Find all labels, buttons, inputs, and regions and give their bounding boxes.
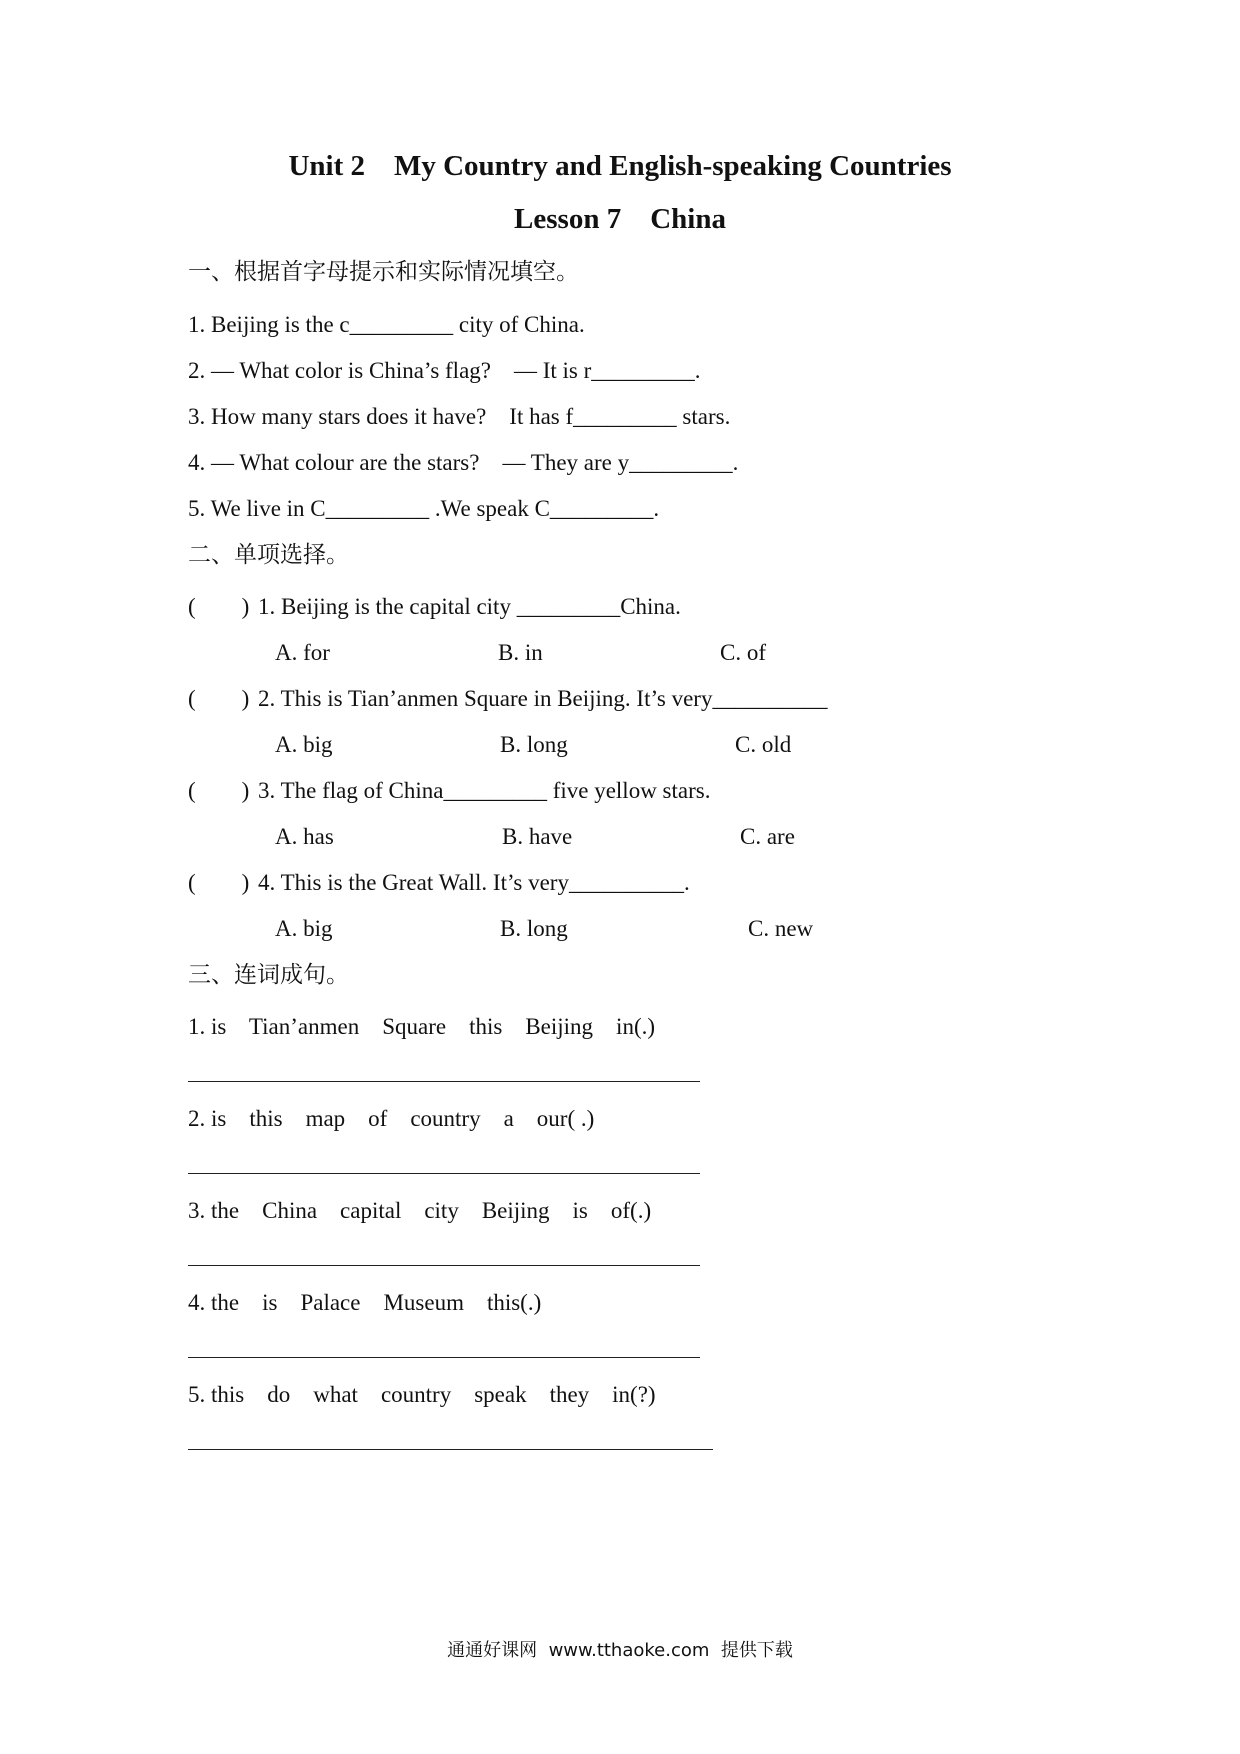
word-order-item: 2. is this map of country a our( .): [188, 1106, 595, 1131]
mc-option-b: B. long: [500, 732, 568, 757]
mc-option-b: B. long: [500, 916, 568, 941]
answer-line: [188, 1265, 700, 1266]
mc-option-a: A. has: [275, 824, 334, 849]
footer-source-note: 通通好课网 www.tthaoke.com 提供下载: [447, 1640, 793, 1661]
word-order-item: 4. the is Palace Museum this(.): [188, 1290, 542, 1315]
mc-question: 4. This is the Great Wall. It’s very__________.: [258, 870, 690, 895]
answer-parentheses: ( ): [188, 686, 250, 711]
section1-heading: 一、根据首字母提示和实际情况填空。: [188, 259, 579, 285]
answer-parentheses: ( ): [188, 594, 250, 619]
fill-blank-item: 2. — What color is China’s flag? — It is r_________.: [188, 358, 701, 383]
mc-question: 1. Beijing is the capital city _________China.: [258, 594, 681, 619]
answer-parentheses: ( ): [188, 778, 250, 803]
mc-option-b: B. have: [502, 824, 573, 849]
mc-option-c: C. of: [720, 640, 766, 665]
unit-title: Unit 2 My Country and English-speaking Countries: [288, 150, 952, 182]
lesson-title: Lesson 7 China: [514, 203, 726, 235]
answer-line: [188, 1449, 713, 1450]
section2-heading: 二、单项选择。: [188, 542, 349, 568]
answer-parentheses: ( ): [188, 870, 250, 895]
word-order-item: 1. is Tian’anmen Square this Beijing in(.): [188, 1014, 656, 1039]
mc-option-c: C. are: [740, 824, 795, 849]
answer-line: [188, 1357, 700, 1358]
mc-option-a: A. for: [275, 640, 330, 665]
mc-option-a: A. big: [275, 916, 333, 941]
mc-option-b: B. in: [498, 640, 543, 665]
answer-line: [188, 1081, 700, 1082]
mc-question: 3. The flag of China_________ five yellow stars.: [258, 778, 711, 803]
mc-option-a: A. big: [275, 732, 333, 757]
section3-heading: 三、连词成句。: [188, 962, 349, 988]
mc-question: 2. This is Tian’anmen Square in Beijing. It’s very__________: [258, 686, 828, 711]
word-order-item: 3. the China capital city Beijing is of(.): [188, 1198, 652, 1223]
word-order-item: 5. this do what country speak they in(?): [188, 1382, 656, 1407]
fill-blank-item: 4. — What colour are the stars? — They are y_________.: [188, 450, 739, 475]
mc-option-c: C. new: [748, 916, 814, 941]
fill-blank-item: 5. We live in C_________ .We speak C_________.: [188, 496, 660, 521]
fill-blank-item: 1. Beijing is the c_________ city of China.: [188, 312, 585, 337]
fill-blank-item: 3. How many stars does it have? It has f_________ stars.: [188, 404, 731, 429]
answer-line: [188, 1173, 700, 1174]
mc-option-c: C. old: [735, 732, 792, 757]
